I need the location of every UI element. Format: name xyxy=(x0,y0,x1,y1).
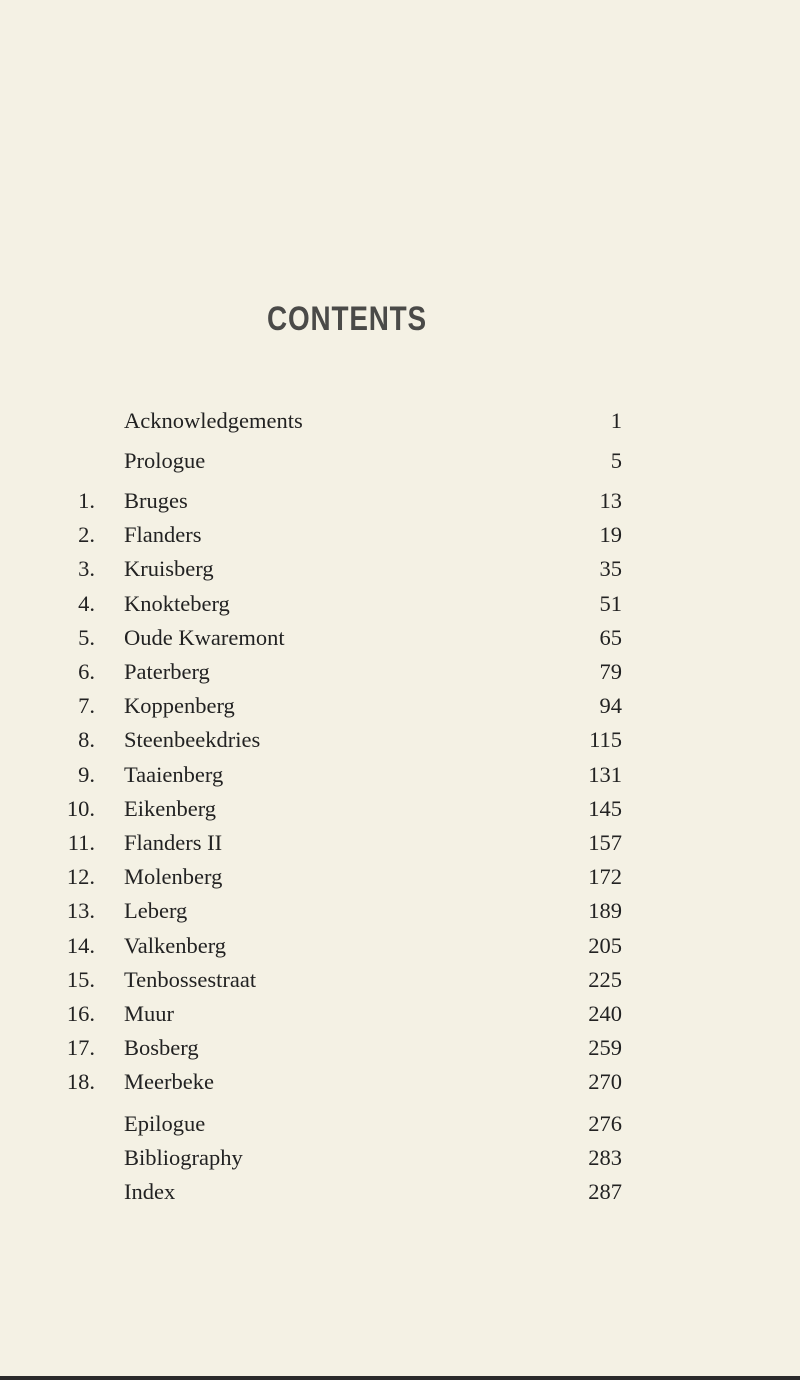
page-number: 79 xyxy=(599,659,622,684)
chapter-number: 5. xyxy=(78,624,95,650)
chapter-title: Taaienberg xyxy=(124,761,224,787)
chapter-title: Leberg xyxy=(124,898,188,924)
toc-entry xyxy=(0,794,800,824)
page-number: 276 xyxy=(588,1111,622,1136)
page-number: 283 xyxy=(588,1145,622,1170)
page-number: 205 xyxy=(588,932,622,958)
toc-entry xyxy=(0,760,800,790)
toc-entry xyxy=(0,1067,800,1097)
chapter-title: Valkenberg xyxy=(124,932,227,958)
page-number: 145 xyxy=(588,795,622,821)
toc-entry xyxy=(0,896,800,926)
page-number: 13 xyxy=(599,488,622,513)
chapter-number: 9. xyxy=(78,761,95,787)
page-number: 35 xyxy=(599,556,622,582)
page-number: 225 xyxy=(588,966,622,992)
page-number: 115 xyxy=(589,727,622,753)
toc-entry xyxy=(0,520,800,550)
chapter-title: Knokteberg xyxy=(124,590,230,616)
chapter-title: Bosberg xyxy=(124,1035,199,1061)
chapter-title: Flanders xyxy=(124,522,202,548)
chapter-number: 15. xyxy=(66,966,95,992)
page-number: 51 xyxy=(599,590,622,616)
chapter-title: Paterberg xyxy=(124,659,210,684)
chapter-number: 1. xyxy=(78,488,95,513)
page-edge xyxy=(0,1376,800,1380)
chapter-number: 2. xyxy=(78,522,95,548)
page-number: 270 xyxy=(588,1069,622,1095)
page-number: 5 xyxy=(610,448,622,473)
toc-entry xyxy=(0,828,800,858)
chapter-number: 6. xyxy=(78,659,95,684)
chapter-title: Bibliography xyxy=(124,1145,243,1170)
chapter-title: Muur xyxy=(124,1001,174,1026)
toc-entry xyxy=(0,999,800,1029)
chapter-number: 12. xyxy=(66,864,95,890)
page-number: 19 xyxy=(599,522,622,548)
toc-entry xyxy=(0,931,800,961)
page-number: 157 xyxy=(588,830,622,855)
chapter-title: Koppenberg xyxy=(124,693,235,719)
toc-entry xyxy=(0,446,800,476)
chapter-number: 11. xyxy=(67,830,95,855)
toc-entry xyxy=(0,725,800,755)
chapter-title: Index xyxy=(124,1179,176,1204)
toc-entry xyxy=(0,1033,800,1063)
chapter-title: Epilogue xyxy=(124,1111,206,1136)
toc-entry xyxy=(0,965,800,995)
page-number: 259 xyxy=(588,1035,622,1061)
chapter-title: Tenbossestraat xyxy=(124,966,257,992)
toc-entry xyxy=(0,589,800,619)
chapter-title: Kruisberg xyxy=(124,556,214,582)
chapter-number: 10. xyxy=(66,795,95,821)
page-number: 1 xyxy=(610,408,622,433)
chapter-number: 3. xyxy=(78,556,95,582)
toc-entry xyxy=(0,1177,800,1207)
toc-entry xyxy=(0,554,800,584)
chapter-number: 8. xyxy=(78,727,95,753)
toc-entry xyxy=(0,1143,800,1173)
toc-entry xyxy=(0,862,800,892)
toc-entry xyxy=(0,657,800,687)
chapter-title: Acknowledgements xyxy=(124,408,303,433)
page-number: 189 xyxy=(588,898,622,924)
page-number: 131 xyxy=(588,761,622,787)
chapter-title: Flanders II xyxy=(124,830,223,855)
chapter-title: Oude Kwaremont xyxy=(124,624,285,650)
page-title: CONTENTS xyxy=(267,300,427,338)
toc-entry xyxy=(0,1109,800,1139)
page-number: 240 xyxy=(588,1001,622,1026)
page-number: 172 xyxy=(588,864,622,890)
chapter-number: 18. xyxy=(66,1069,95,1095)
chapter-title: Meerbeke xyxy=(124,1069,214,1095)
chapter-title: Steenbeekdries xyxy=(124,727,261,753)
chapter-number: 13. xyxy=(66,898,95,924)
chapter-title: Prologue xyxy=(124,448,206,473)
toc-entry xyxy=(0,486,800,516)
chapter-number: 7. xyxy=(78,693,95,719)
toc-entry xyxy=(0,406,800,436)
toc-entry xyxy=(0,691,800,721)
chapter-number: 16. xyxy=(66,1001,95,1026)
page-number: 287 xyxy=(588,1179,622,1204)
chapter-title: Molenberg xyxy=(124,864,223,890)
chapter-title: Bruges xyxy=(124,488,188,513)
chapter-number: 17. xyxy=(66,1035,95,1061)
toc-entry xyxy=(0,623,800,653)
chapter-number: 4. xyxy=(78,590,95,616)
page-number: 94 xyxy=(599,693,622,719)
page-number: 65 xyxy=(599,624,622,650)
chapter-number: 14. xyxy=(66,932,95,958)
chapter-title: Eikenberg xyxy=(124,795,217,821)
